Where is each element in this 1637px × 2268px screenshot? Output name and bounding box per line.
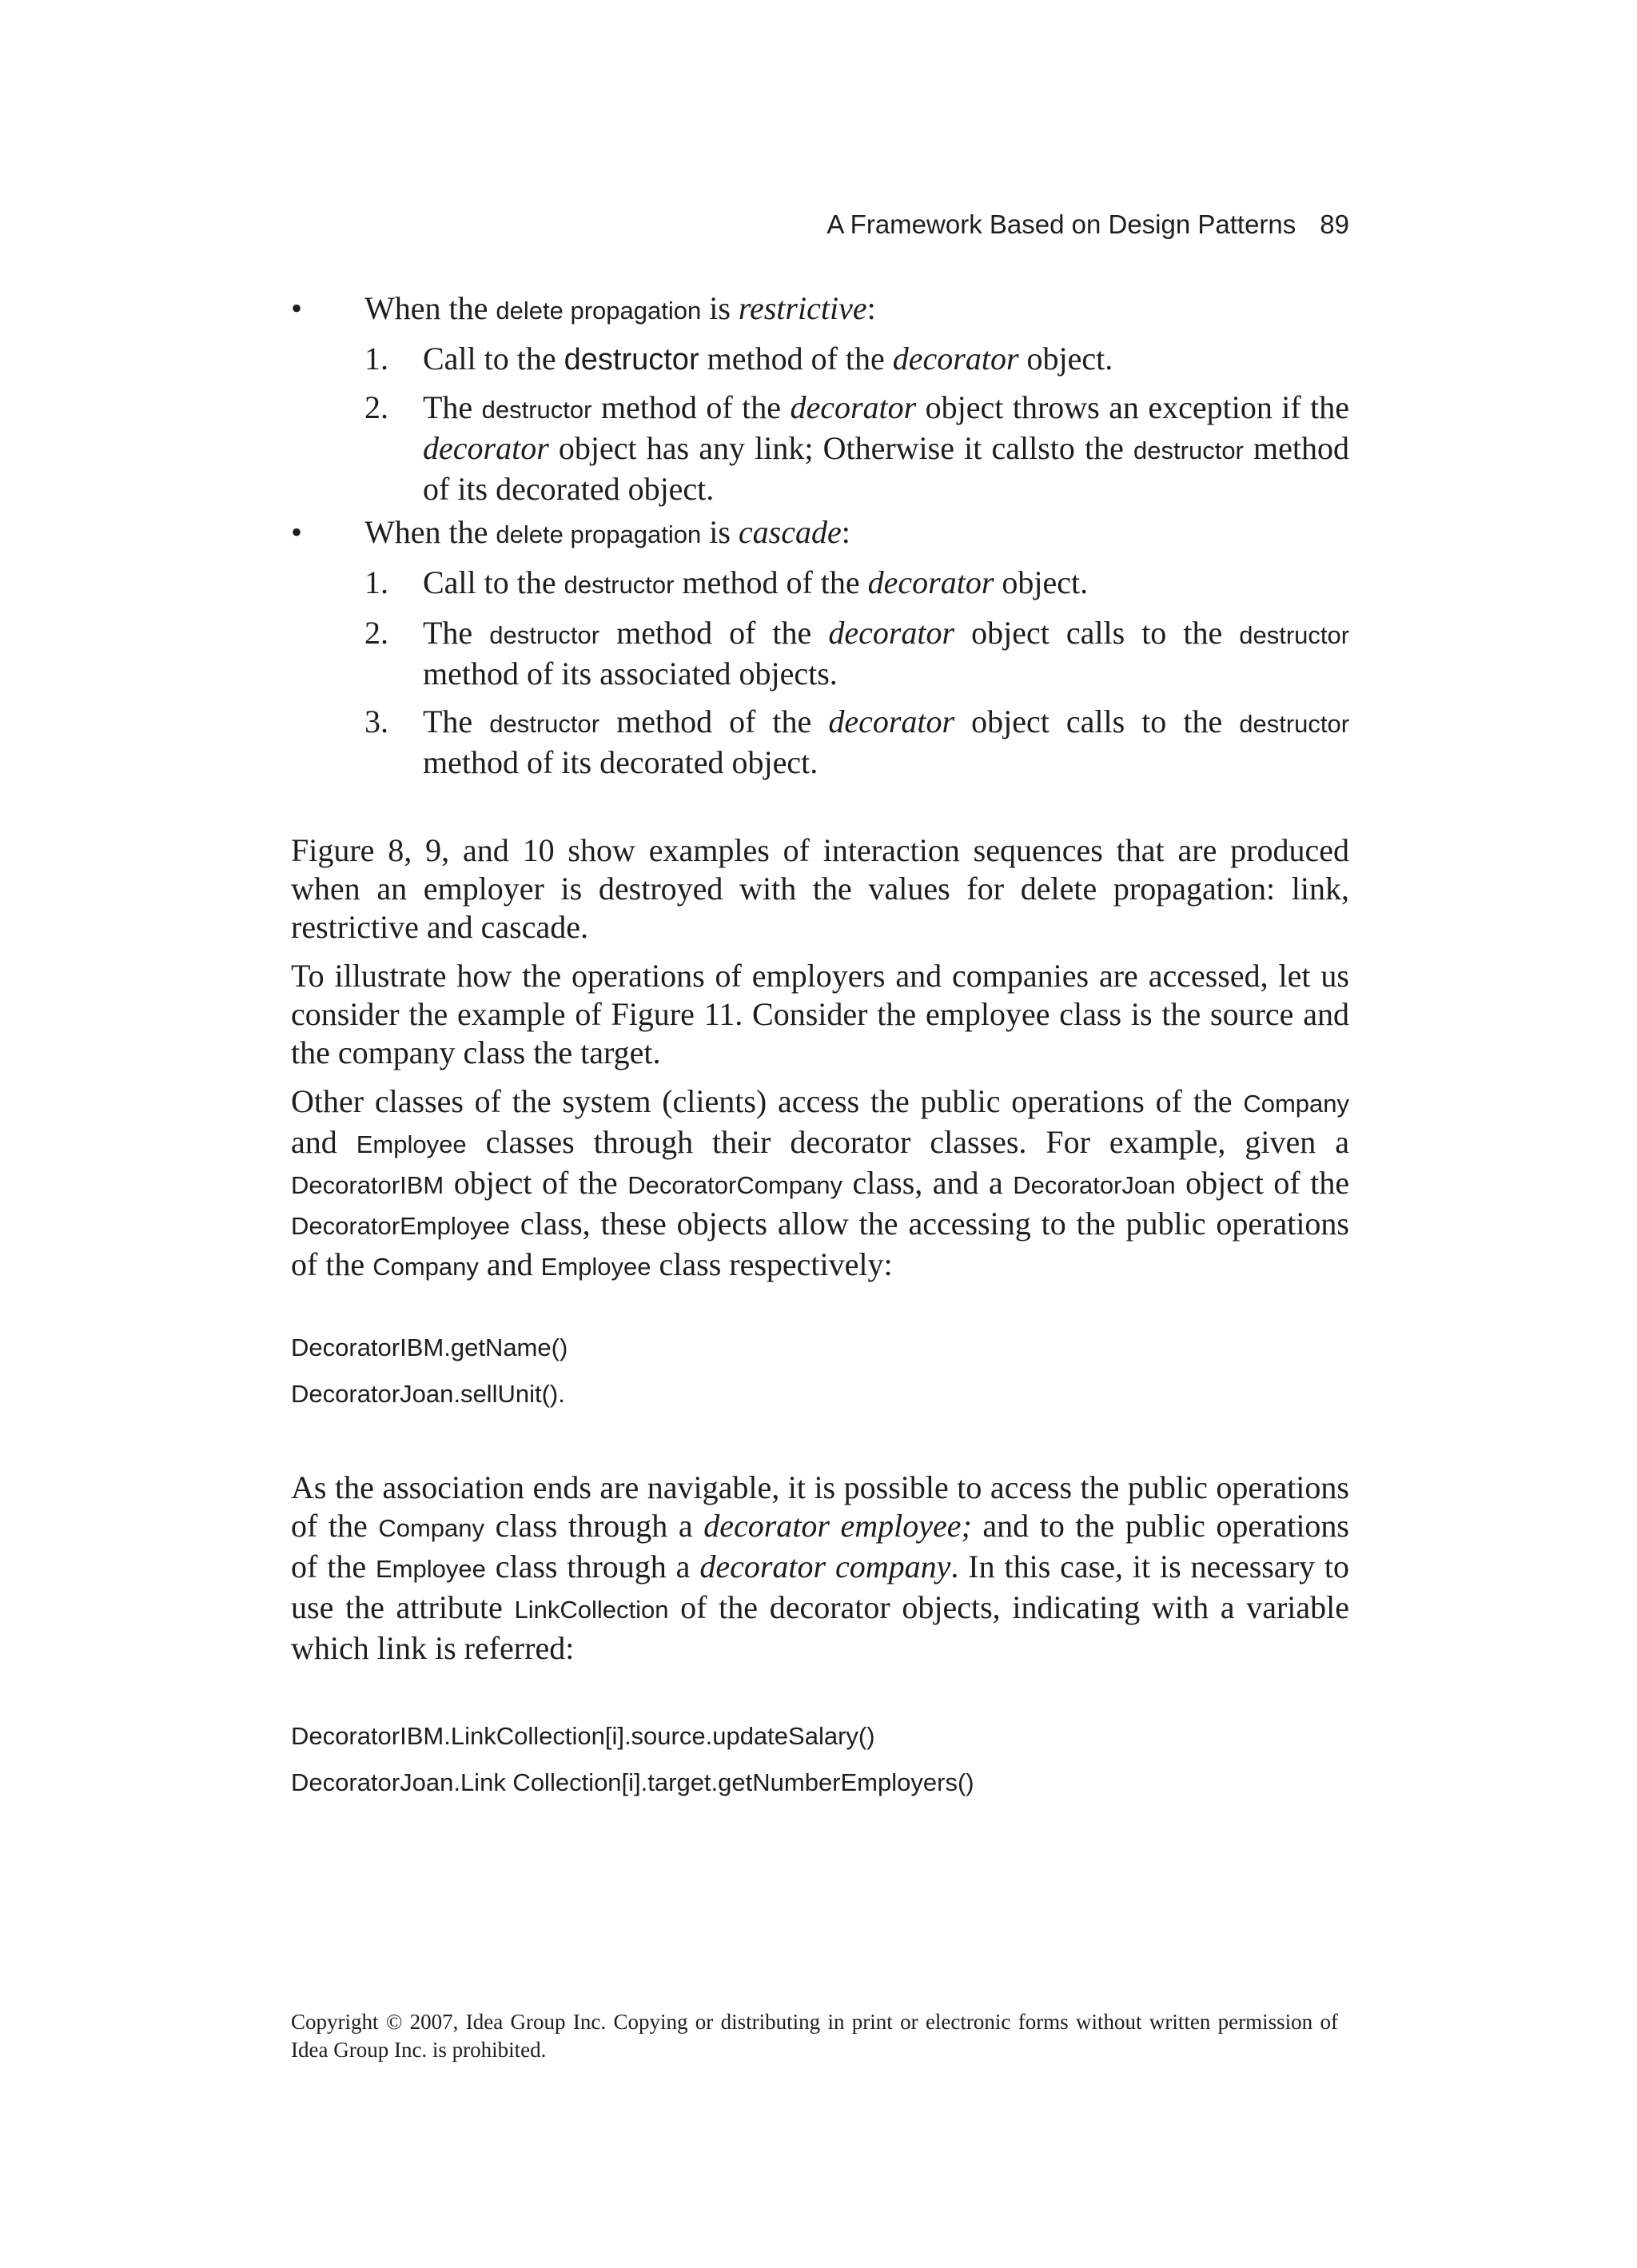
- list-item: 1. Call to the destructor method of the decorator object.: [364, 341, 1113, 377]
- bullet-restrictive: [291, 289, 1349, 508]
- code-line: DecoratorJoan.Link Collection[i].target.getNumberEmployers(): [291, 1768, 974, 1796]
- copyright-footer: Copyright © 2007, Idea Group Inc. Copying or distributing in print or electronic forms without written permission of Idea Group Inc. is prohibited.: [291, 2010, 1338, 2062]
- paragraph-figures: Figure 8, 9, and 10 show examples of interaction sequences that are produced when an employer is destroyed with the values for delete propagation: link, restrictive and cascade.: [291, 832, 1349, 945]
- code-term: destructor: [489, 621, 600, 649]
- paragraph-clients: Other classes of the system (clients) access the public operations of the Company and Employee classes through their decorator classes. For example, given a DecoratorIBM object of the DecoratorCompany class, and a DecoratorJoan object of the DecoratorEmployee class, these objects allow the accessing to the public operations of the Company and Employee class respectively:: [291, 1083, 1350, 1282]
- code-term: DecoratorIBM: [291, 1171, 444, 1199]
- code-term: destructor: [564, 343, 699, 377]
- code-line: DecoratorIBM.LinkCollection[i].source.updateSalary(): [291, 1722, 875, 1750]
- code-term: delete propagation: [496, 520, 702, 548]
- code-term: Company: [372, 1253, 479, 1281]
- paragraph-illustrate: To illustrate how the operations of employers and companies are accessed, let us consider the example of Figure 11. Consider the employee class is the source and the company class the target.: [291, 958, 1349, 1070]
- code-term: destructor: [564, 571, 675, 599]
- code-term: DecoratorCompany: [627, 1171, 842, 1199]
- code-term: delete propagation: [496, 297, 702, 325]
- bullet-mark: •: [291, 290, 303, 326]
- code-term: Employee: [375, 1555, 486, 1583]
- code-term: destructor: [1239, 621, 1350, 649]
- bullet-cascade: [291, 513, 1349, 782]
- running-header: [826, 209, 1349, 240]
- list-item: 2. The destructor method of the decorator object throws an exception if the decorator object has any link; Otherwise it callsto the destructor method of its decorated object.: [364, 389, 1350, 507]
- mode-name: cascade: [738, 514, 842, 550]
- code-term: DecoratorEmployee: [291, 1212, 510, 1240]
- code-term: Company: [378, 1514, 484, 1542]
- code-term: destructor: [481, 396, 592, 424]
- code-term: destructor: [1133, 436, 1244, 464]
- page-number: 89: [1320, 209, 1349, 239]
- code-term: DecoratorJoan: [1013, 1171, 1176, 1199]
- code-term: destructor: [489, 710, 600, 738]
- code-line: DecoratorIBM.getName(): [291, 1333, 568, 1361]
- code-term: Employee: [356, 1130, 467, 1158]
- code-line: DecoratorJoan.sellUnit().: [291, 1380, 565, 1408]
- code-term: Employee: [540, 1253, 651, 1281]
- running-title: A Framework Based on Design Patterns: [826, 209, 1296, 239]
- mode-name: restrictive: [738, 290, 867, 326]
- code-term: destructor: [1239, 710, 1350, 738]
- code-term: Company: [1243, 1090, 1349, 1118]
- list-item: 2. The destructor method of the decorator object calls to the destructor method of its associated objects.: [364, 615, 1350, 692]
- paragraph-navigable: As the association ends are navigable, it is possible to access the public operations of the Company class through a decorator employee; and to the public operations of the Employee class through a decorator company. In this case, it is necessary to use the attribute LinkCollection of the decorator objects, indicating with a variable which link is referred:: [291, 1469, 1350, 1666]
- bullet-intro: • When the delete propagation is cascade:: [291, 514, 850, 550]
- code-term: LinkCollection: [514, 1596, 669, 1624]
- bullet-mark: •: [291, 514, 303, 550]
- list-item: 3. The destructor method of the decorator object calls to the destructor method of its decorated object.: [364, 704, 1350, 780]
- bullet-intro: • When the delete propagation is restrictive:: [291, 290, 876, 326]
- list-item: 1. Call to the destructor method of the decorator object.: [364, 564, 1089, 600]
